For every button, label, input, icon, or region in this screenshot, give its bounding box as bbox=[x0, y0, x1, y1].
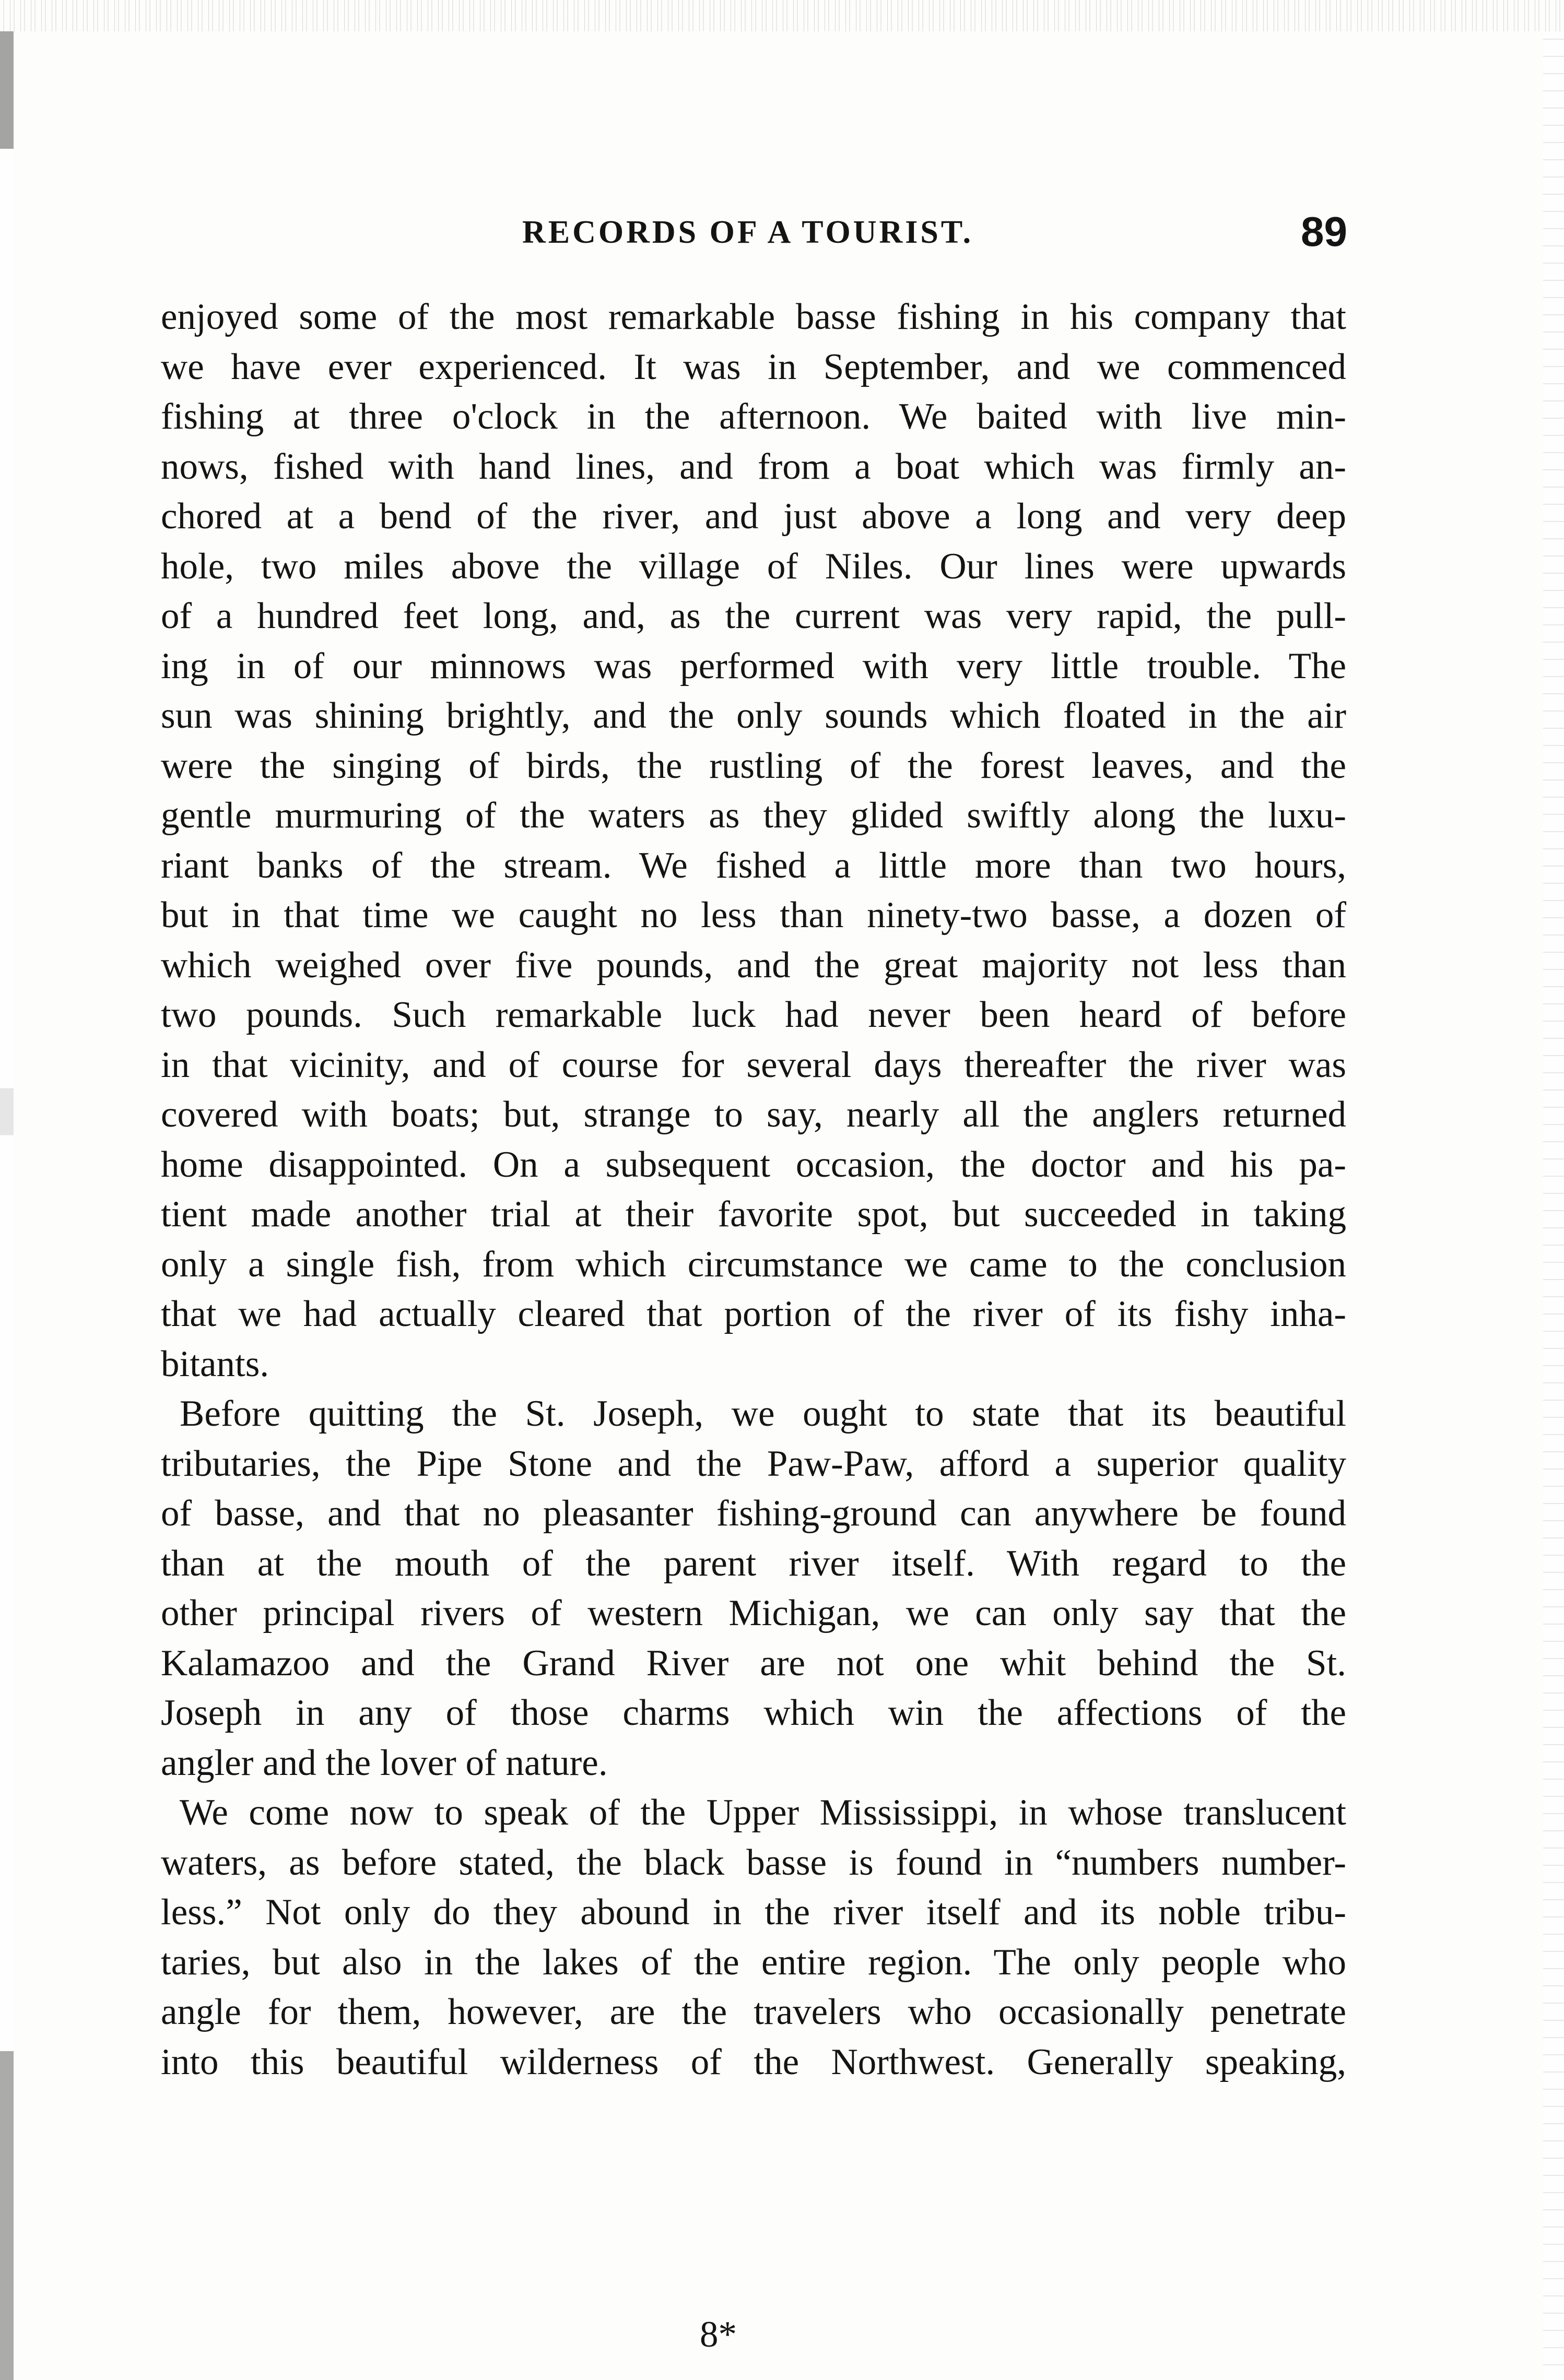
text-line: covered with boats; but, strange to say, nearly all the anglers returned bbox=[161, 1094, 1346, 1135]
text-line: but in that time we caught no less than ninety-two basse, a dozen of bbox=[161, 895, 1346, 936]
text-line: into this beautiful wilderness of the Northwest. Generally speaking, bbox=[161, 2041, 1346, 2082]
page-number: 89 bbox=[1301, 208, 1347, 255]
text-line: We come now to speak of the Upper Mississippi, in whose translucent bbox=[180, 1792, 1346, 1833]
page-header bbox=[162, 208, 1347, 265]
text-line: we have ever experienced. It was in September, and we commenced bbox=[161, 346, 1346, 387]
paragraph-1 bbox=[161, 292, 1346, 1389]
paragraph-3 bbox=[161, 1788, 1346, 2087]
scan-edge-top bbox=[0, 0, 1564, 31]
text-line: tributaries, the Pipe Stone and the Paw-Paw, afford a superior quality bbox=[161, 1443, 1346, 1484]
text-line: nows, fished with hand lines, and from a boat which was firmly an- bbox=[161, 446, 1346, 487]
text-line: than at the mouth of the parent river itself. With regard to the bbox=[161, 1543, 1346, 1584]
paragraph-2 bbox=[161, 1389, 1346, 1788]
running-head: RECORDS OF A TOURIST. bbox=[522, 215, 974, 250]
text-line: chored at a bend of the river, and just above a long and very deep bbox=[161, 496, 1346, 537]
text-line: of a hundred feet long, and, as the current was very rapid, the pull- bbox=[161, 596, 1346, 636]
signature-mark: 8* bbox=[700, 2314, 737, 2355]
text-line: other principal rivers of western Michigan, we can only say that the bbox=[161, 1593, 1346, 1633]
body-text bbox=[161, 292, 1346, 2087]
text-line: that we had actually cleared that portion of the river of its fishy inha- bbox=[161, 1294, 1346, 1334]
text-line: in that vicinity, and of course for several days thereafter the river was bbox=[161, 1044, 1346, 1085]
text-line: which weighed over five pounds, and the great majority not less than bbox=[161, 944, 1346, 986]
text-line: enjoyed some of the most remarkable basse fishing in his company that bbox=[161, 297, 1346, 337]
text-line: angle for them, however, are the travelers who occasionally penetrate bbox=[161, 1992, 1346, 2032]
text-line: riant banks of the stream. We fished a little more than two hours, bbox=[161, 845, 1346, 886]
scan-edge-left bbox=[0, 31, 14, 2380]
text-line: fishing at three o'clock in the afternoon. We baited with live min- bbox=[161, 396, 1346, 437]
text-line: were the singing of birds, the rustling of the forest leaves, and the bbox=[161, 745, 1346, 786]
text-line: hole, two miles above the village of Niles. Our lines were upwards bbox=[161, 546, 1346, 587]
text-line: less.” Not only do they abound in the river itself and its noble tribu- bbox=[161, 1892, 1346, 1933]
text-line: Joseph in any of those charms which win the affections of the bbox=[161, 1692, 1346, 1733]
text-line: waters, as before stated, the black basse is found in “numbers number- bbox=[161, 1842, 1346, 1883]
text-line: gentle murmuring of the waters as they glided swiftly along the luxu- bbox=[161, 795, 1346, 836]
text-line: sun was shining brightly, and the only sounds which floated in the air bbox=[161, 695, 1346, 736]
text-line: tient made another trial at their favorite spot, but succeeded in taking bbox=[161, 1194, 1346, 1235]
text-line: ing in of our minnows was performed with very little trouble. The bbox=[161, 645, 1346, 686]
text-line: angler and the lover of nature. bbox=[161, 1742, 608, 1783]
text-line: Before quitting the St. Joseph, we ought to state that its beautiful bbox=[180, 1393, 1346, 1434]
text-line: only a single fish, from which circumstance we came to the conclusion bbox=[161, 1244, 1346, 1285]
text-line: home disappointed. On a subsequent occasion, the doctor and his pa- bbox=[161, 1144, 1346, 1185]
text-line: taries, but also in the lakes of the entire region. The only people who bbox=[161, 1941, 1346, 1983]
text-line: Kalamazoo and the Grand River are not one whit behind the St. bbox=[161, 1642, 1346, 1684]
text-line: of basse, and that no pleasanter fishing-ground can anywhere be found bbox=[161, 1493, 1346, 1534]
text-line: two pounds. Such remarkable luck had never been heard of before bbox=[161, 994, 1346, 1035]
text-line: bitants. bbox=[161, 1343, 269, 1384]
scan-edge-right bbox=[1543, 31, 1564, 2380]
